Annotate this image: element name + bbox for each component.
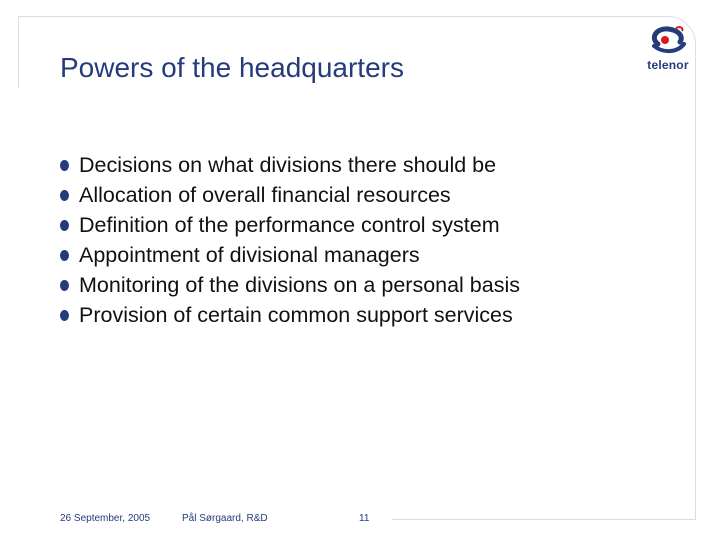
bullet-item <box>60 270 520 300</box>
bullet-item <box>60 210 520 240</box>
footer-rule <box>392 519 696 520</box>
bullet-item <box>60 240 520 270</box>
bullet-text: Decisions on what divisions there should be <box>79 153 497 177</box>
bullet-item <box>60 300 520 330</box>
frame-left-edge <box>18 16 19 88</box>
slide-title: Powers of the headquarters <box>60 52 404 83</box>
bullet-icon <box>60 310 69 321</box>
bullet-text: Provision of certain common support services <box>79 303 513 327</box>
bullet-icon <box>60 220 69 231</box>
telenor-logo-icon <box>640 22 696 58</box>
bullet-text: Definition of the performance control system <box>79 213 500 237</box>
logo-text: telenor <box>647 58 689 72</box>
bullet-text: Appointment of divisional managers <box>79 243 420 267</box>
bullet-item <box>60 150 520 180</box>
telenor-logo <box>640 22 696 74</box>
bullet-icon <box>60 280 69 291</box>
bullet-icon <box>60 250 69 261</box>
bullet-text: Allocation of overall financial resources <box>79 183 451 207</box>
footer-page-number: 11 <box>359 513 370 524</box>
bullet-icon <box>60 190 69 201</box>
bullet-list <box>60 150 520 330</box>
footer-date: 26 September, 2005 <box>60 513 151 524</box>
bullet-icon <box>60 160 69 171</box>
bullet-text: Monitoring of the divisions on a personal basis <box>79 273 521 297</box>
footer-author: Pål Sørgaard, R&D <box>182 513 268 524</box>
bullet-item <box>60 180 520 210</box>
